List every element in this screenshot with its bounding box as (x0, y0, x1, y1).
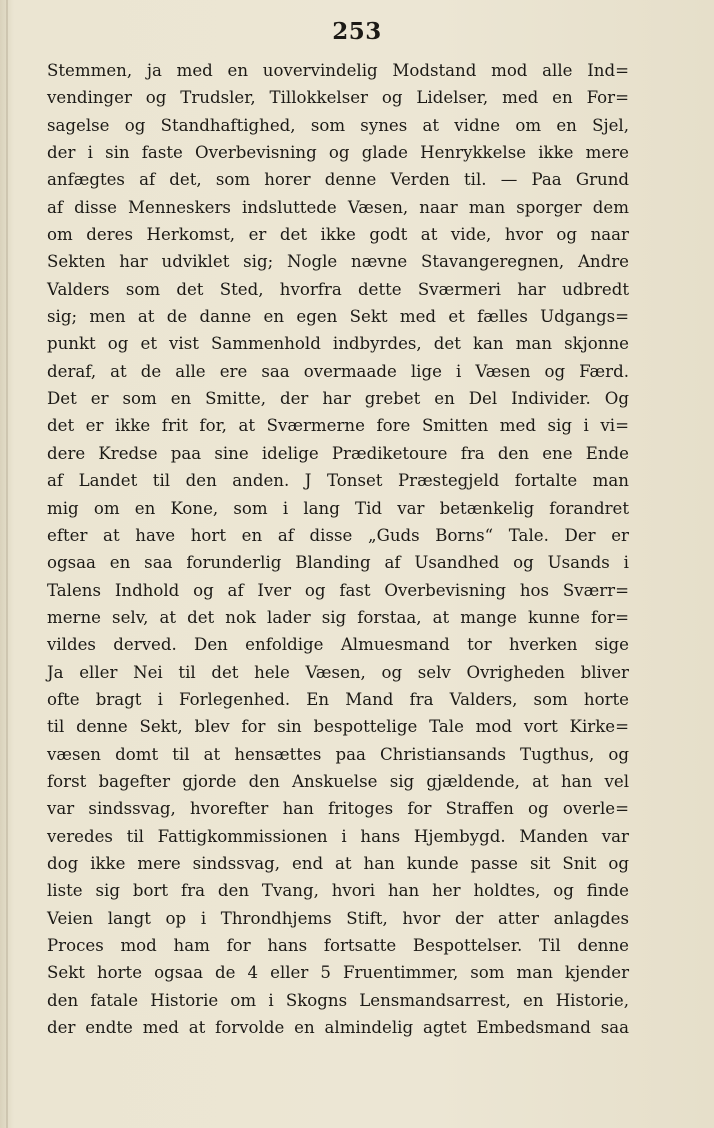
page-edge-shadow (6, 0, 8, 1128)
text-line: dog ikke mere sindssvag, end at han kunde passe sit Snit og (47, 853, 629, 873)
body-text (47, 57, 629, 1041)
text-line: liste sig bort fra den Tvang, hvori han her holdtes, og finde (47, 881, 629, 901)
text-line: det er ikke frit for, at Sværmerne fore Smitten med sig i vi= (47, 416, 629, 436)
text-line: sagelse og Standhaftighed, som synes at vidne om en Sjel, (47, 115, 629, 135)
text-line: efter at have hort en af disse „Guds Borns“ Tale. Der er (47, 525, 629, 545)
text-line: sig; men at de danne en egen Sekt med et fælles Udgangs= (47, 307, 629, 327)
text-line: dere Kredse paa sine idelige Prædiketoure fra den ene Ende (47, 443, 629, 463)
text-line: Veien langt op i Throndhjems Stift, hvor der atter anlagdes (47, 908, 629, 928)
text-line: der endte med at forvolde en almindelig agtet Embedsmand saa (47, 1018, 629, 1038)
text-line: væsen domt til at hensættes paa Christiansands Tugthus, og (47, 744, 629, 764)
text-line: Sekt horte ogsaa de 4 eller 5 Fruentimmer, som man kjender (47, 963, 629, 983)
text-line: merne selv, at det nok lader sig forstaa, at mange kunne for= (47, 607, 629, 627)
text-line: ofte bragt i Forlegenhed. En Mand fra Valders, som horte (47, 689, 629, 709)
text-line: til denne Sekt, blev for sin bespottelige Tale mod vort Kirke= (47, 717, 629, 737)
text-line: vendinger og Trudsler, Tillokkelser og Lidelser, med en For= (47, 88, 629, 108)
text-line: Proces mod ham for hans fortsatte Bespottelser. Til denne (47, 936, 629, 955)
text-line: af Landet til den anden. J Tonset Præstegjeld fortalte man (47, 471, 629, 491)
text-line: Stemmen, ja med en uovervindelig Modstand mod alle Ind= (47, 61, 629, 80)
text-line: der i sin faste Overbevisning og glade Henrykkelse ikke mere (47, 143, 629, 163)
text-line: Sekten har udviklet sig; Nogle nævne Stavangeregnen, Andre (47, 252, 629, 272)
text-line: den fatale Historie om i Skogns Lensmandsarrest, en Historie, (47, 990, 629, 1010)
text-line: af disse Menneskers indsluttede Væsen, naar man sporger dem (47, 197, 629, 217)
text-line: anfægtes af det, som horer denne Verden til. — Paa Grund (47, 170, 629, 190)
text-line: ogsaa en saa forunderlig Blanding af Usandhed og Usands i (47, 553, 629, 573)
text-line: Valders som det Sted, hvorfra dette Sværmeri har udbredt (47, 279, 629, 299)
text-line: mig om en Kone, som i lang Tid var betænkelig forandret (47, 498, 629, 518)
page-number: 253 (332, 18, 382, 45)
text-line: Talens Indhold og af Iver og fast Overbevisning hos Sværr= (47, 580, 629, 600)
text-line: forst bagefter gjorde den Anskuelse sig gjældende, at han vel (47, 771, 629, 791)
text-line: deraf, at de alle ere saa overmaade lige i Væsen og Færd. (47, 361, 629, 381)
text-line: Det er som en Smitte, der har grebet en Del Individer. Og (47, 389, 629, 409)
text-line: veredes til Fattigkommissionen i hans Hjembygd. Manden var (47, 826, 629, 846)
text-line: om deres Herkomst, er det ikke godt at vide, hvor og naar (47, 225, 629, 245)
text-line: vildes derved. Den enfoldige Almuesmand tor hverken sige (47, 635, 629, 655)
text-line: punkt og et vist Sammenhold indbyrdes, det kan man skjonne (47, 334, 629, 354)
text-line: var sindssvag, hvorefter han fritoges for Straffen og overle= (47, 799, 629, 819)
text-line: Ja eller Nei til det hele Væsen, og selv Ovrigheden bliver (47, 662, 629, 682)
